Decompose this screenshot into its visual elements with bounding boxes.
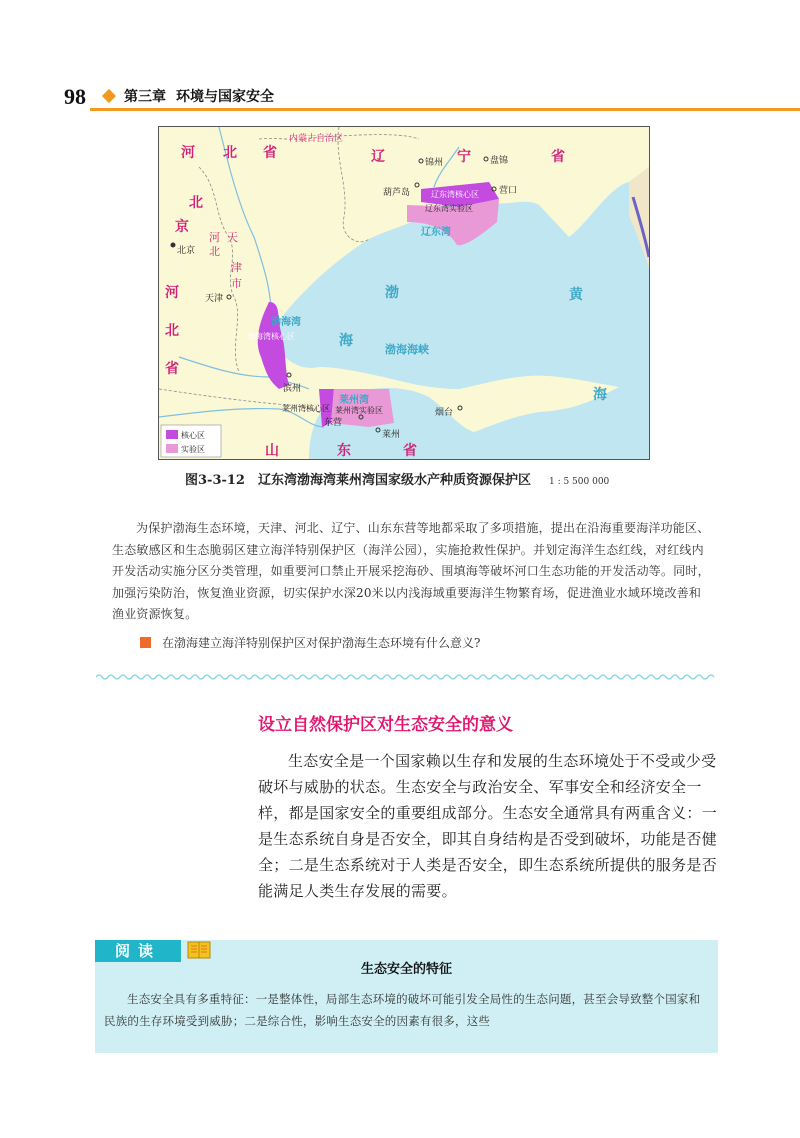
label-tianjin-3: 北 [209,245,220,258]
reading-body: 生态安全具有多重特征：一是整体性，局部生态环境的破坏可能引发全局性的生态问题，甚至会导致整个国家和民族的生存环境受到威胁；二是综合性，影响生态安全的因素有很多，这些 [104,992,701,1028]
label-tianjin-4: 津 [231,261,242,274]
label-inner-mongolia: 内蒙古自治区 [289,134,344,144]
label-hebei-1: 河 [181,145,195,161]
label-shandong-3: 省 [403,443,417,459]
label-liaoning-3: 省 [551,149,565,165]
label-jinzhou: 锦州 [425,158,444,168]
caption-label: 图3-3-12 辽东湾渤海湾莱州湾国家级水产种质资源保护区 [185,473,531,488]
label-hebei-left-3: 省 [165,361,179,377]
label-yantai: 烟台 [435,408,454,418]
page-number: 98 [64,84,86,109]
label-dongying: 东营 [324,418,343,428]
label-hebei-left-2: 北 [165,323,179,339]
map-figure [158,126,650,460]
label-hai: 海 [593,387,607,403]
label-laizhou-bay: 莱州湾 [339,395,369,406]
label-tianjin-point: 天津 [205,294,224,304]
city-dot-beijing [171,243,176,248]
label-beijing-point: 北京 [177,246,196,256]
label-hebei-2: 北 [223,145,237,161]
label-beijing-2: 京 [175,219,189,235]
label-shandong-2: 东 [337,443,351,459]
label-huludao: 葫芦岛 [383,188,411,198]
label-liaoning-2: 宁 [457,149,471,165]
label-hebei-left-1: 河 [165,285,179,301]
label-bohai-core: 渤海湾核心区 [247,332,295,341]
label-bohai-bay: 渤海湾 [271,317,301,328]
label-shandong-1: 山 [265,443,279,459]
label-huang: 黄 [569,287,583,303]
label-liaodong-bay: 辽东湾 [421,227,451,238]
label-laizhou: 莱州 [382,430,401,440]
figure-caption [185,469,609,488]
intro-paragraph: 为保护渤海生态环境，天津、河北、辽宁、山东东营等地都采取了多项措施，提出在沿海重要海洋功能区、生态敏感区和生态脆弱区建立海洋特别保护区（海洋公园），实施抢救性保护。并划定海洋生态红线，对红线内开发活动实施分区分类管理，如重要河口禁止开展采挖海砂、围填海等破坏河口生态功能的开发活动等。同时，加强污染防治，恢复渔业资源，切实保护水深20米以内浅海域重要海洋生物繁育场，促进渔业水域环境改善和渔业资源恢复。 [112,521,710,621]
question-marker-icon [140,637,151,648]
label-hebei-3: 省 [263,145,277,161]
label-laizhou-core: 莱州湾核心区 [282,404,330,413]
label-tianjin-5: 市 [231,277,242,290]
legend-exp-label: 实验区 [181,445,205,454]
label-bohai-strait: 渤海海峡 [385,343,429,356]
label-tianjin-2: 天 [227,231,238,244]
chapter-header [124,86,274,106]
reading-title: 生态安全的特征 [360,962,452,977]
label-beijing-1: 北 [189,195,203,211]
legend-exp-swatch [166,444,178,453]
legend-core-label: 核心区 [181,431,205,440]
label-liaodong-core: 辽东湾核心区 [431,190,479,199]
section-body: 生态安全是一个国家赖以生存和发展的生态环境处于不受或少受破坏与威胁的状态。生态安全与政治安全、军事安全和经济安全一样，都是国家安全的重要组成部分。生态安全通常具有两重含义：一是生态系统自身是否安全，即其自身结构是否受到破坏，功能是否健全；二是生态系统对于人类是否安全，即生态系统所提供的服务是否能满足人类生存发展的需要。 [258,752,718,900]
map-svg [159,127,649,459]
chapter-title: 环境与国家安全 [176,89,274,105]
label-tianjin-1: 河 [209,231,220,244]
section-title: 设立自然保护区对生态安全的意义 [258,715,513,735]
header-rule [90,108,800,111]
label-bohai-1: 渤 [385,285,399,301]
label-panjin: 盘锦 [490,156,509,166]
label-laizhou-exp: 莱州湾实验区 [335,406,383,415]
label-binzhou: 滨州 [283,384,302,394]
legend-core-swatch [166,430,178,439]
label-liaodong-exp: 辽东湾实验区 [425,204,473,213]
reading-tag: 阅读 [95,940,181,962]
label-liaoning-1: 辽 [371,149,385,165]
wavy-divider [96,673,718,681]
diamond-icon [102,89,116,103]
question-text: 在渤海建立海洋特别保护区对保护渤海生态环境有什么意义? [162,636,481,650]
caption-scale: 1 : 5 500 000 [548,477,610,487]
label-bohai-2: 海 [339,333,353,349]
label-yingkou: 营口 [499,186,518,196]
chapter-number: 第三章 [124,89,166,105]
